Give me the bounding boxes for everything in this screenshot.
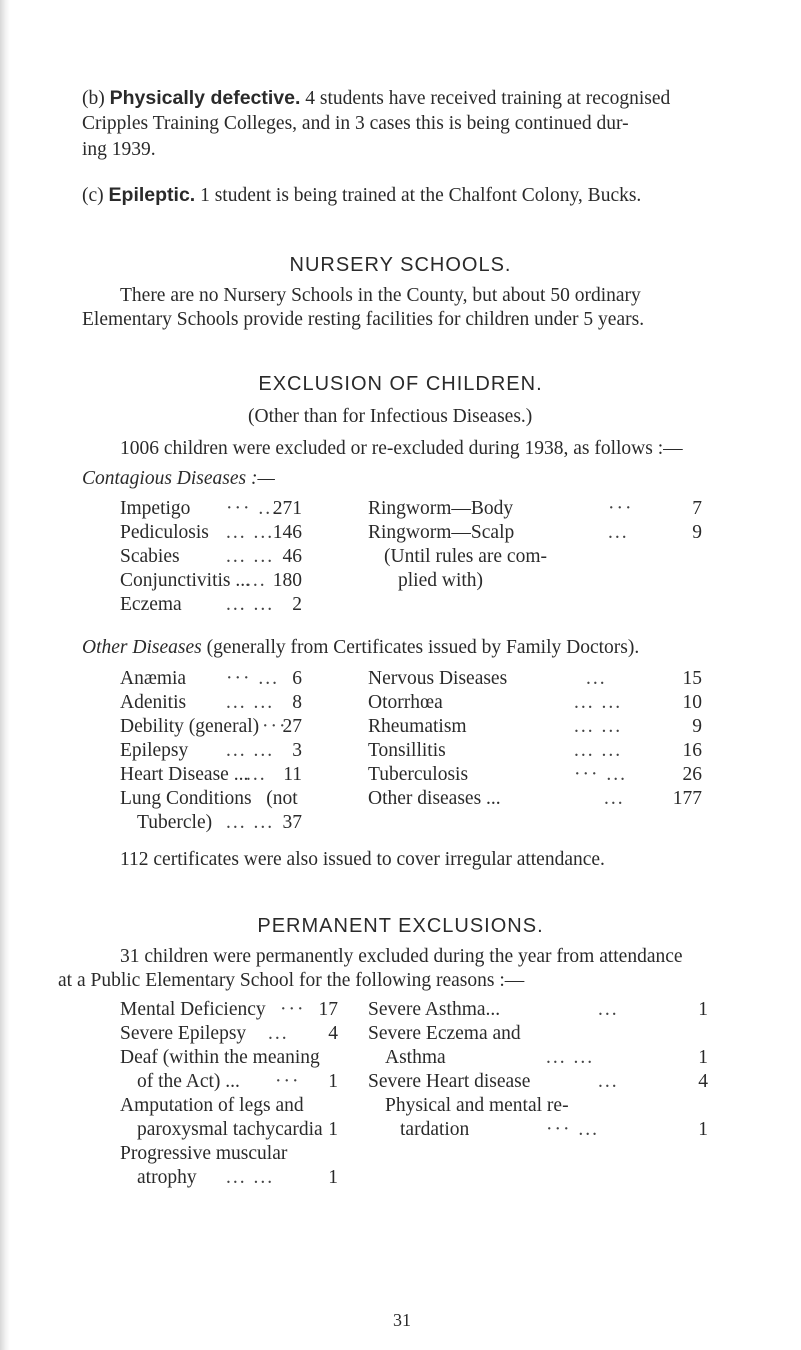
leader-dots: ... ... <box>226 1167 275 1188</box>
page-number: 31 <box>393 1310 411 1330</box>
disease-name: Tonsillitis <box>368 740 446 761</box>
reason-name-line-1: Deaf (within the meaning <box>120 1047 320 1068</box>
exclusion-subtitle: (Other than for Infectious Diseases.) <box>248 406 533 427</box>
epileptic-text: 1 student is being trained at the Chalfont Colony, Bucks. <box>200 185 642 206</box>
leader-dots: ··· <box>275 1071 301 1092</box>
disease-count: 37 <box>282 812 302 833</box>
disease-count: 7 <box>692 498 702 519</box>
disease-count: 146 <box>272 522 302 543</box>
disease-count: 15 <box>682 668 702 689</box>
reason-count: 1 <box>698 1047 708 1068</box>
leader-dots: ... ... <box>574 716 623 737</box>
permanent-exclusions-heading: PERMANENT EXCLUSIONS. <box>257 915 544 937</box>
ringworm-note-line-2: plied with) <box>398 570 484 591</box>
nursery-schools-heading: NURSERY SCHOOLS. <box>289 254 512 276</box>
item-marker-c: (c) <box>82 185 104 206</box>
reason-name-line-2: paroxysmal tachycardia <box>137 1119 323 1140</box>
disease-name: Impetigo <box>120 498 191 519</box>
reason-name-line-1: Physical and mental re- <box>385 1095 569 1116</box>
reason-count: 1 <box>328 1071 338 1092</box>
leader-dots: ... ... <box>546 1047 595 1068</box>
disease-name: Conjunctivitis ... <box>120 570 251 591</box>
disease-count: 2 <box>292 594 302 615</box>
leader-dots: ... ... <box>574 692 623 713</box>
disease-name: Heart Disease ... <box>120 764 249 785</box>
leader-dots: ... ... <box>574 740 623 761</box>
leader-dots: ... ... <box>226 546 275 567</box>
reason-count: 4 <box>698 1071 708 1092</box>
disease-name: Eczema <box>120 594 182 615</box>
reason-name-line-2: tardation <box>400 1119 470 1140</box>
disease-count: 177 <box>672 788 702 809</box>
disease-count: 9 <box>692 522 702 543</box>
leader-dots: ... <box>604 788 625 809</box>
disease-count: 6 <box>292 668 302 689</box>
disease-name: Ringworm—Scalp <box>368 522 515 543</box>
leader-dots: ... <box>246 570 267 591</box>
disease-count: 180 <box>272 570 302 591</box>
disease-count: 10 <box>682 692 702 713</box>
exclusion-heading: EXCLUSION OF CHILDREN. <box>258 373 543 395</box>
reason-name: Severe Epilepsy <box>120 1023 247 1044</box>
other-diseases-rest: (generally from Certificates issued by Family Doctors). <box>206 637 640 658</box>
leader-dots: ··· <box>608 498 634 519</box>
disease-count: 3 <box>292 740 302 761</box>
leader-dots: ... <box>268 1023 289 1044</box>
physically-defective-line-1 <box>82 86 670 111</box>
reason-count: 1 <box>698 1119 708 1140</box>
nursery-line-2: Elementary Schools provide resting facilities for children under 5 years. <box>82 309 645 330</box>
disease-name: Anæmia <box>120 668 187 689</box>
disease-count: 8 <box>292 692 302 713</box>
epileptic-heading: Epileptic. <box>108 184 196 206</box>
reason-count: 4 <box>328 1023 338 1044</box>
disease-count: 27 <box>282 716 302 737</box>
physically-defective-text: 4 students have received training at recognised <box>305 88 671 109</box>
lung-conditions-line-2: Tubercle) <box>137 812 213 833</box>
leader-dots: ··· ... <box>574 764 627 785</box>
leader-dots: ... ... <box>226 522 275 543</box>
leader-dots: ··· ... <box>546 1119 599 1140</box>
leader-dots: ··· ... <box>226 668 279 689</box>
leader-dots: ... ... <box>226 594 275 615</box>
reason-name: Severe Asthma... <box>368 999 501 1020</box>
reason-count: 1 <box>328 1119 338 1140</box>
disease-name: Nervous Diseases <box>368 668 508 689</box>
leader-dots: ... ... <box>226 692 275 713</box>
epileptic-line <box>82 183 641 208</box>
reason-count: 1 <box>698 999 708 1020</box>
reason-name-line-2: of the Act) ... <box>137 1071 240 1092</box>
reason-name-line-2: atrophy <box>137 1167 197 1188</box>
disease-count: 26 <box>682 764 702 785</box>
exclusion-intro: 1006 children were excluded or re-excluded during 1938, as follows :— <box>120 438 683 459</box>
other-diseases-label: Other Diseases <box>82 637 202 658</box>
disease-name: Epilepsy <box>120 740 189 761</box>
disease-name: Debility (general) <box>120 716 260 737</box>
disease-count: 11 <box>283 764 302 785</box>
disease-name: Adenitis <box>120 692 187 713</box>
reason-name: Mental Deficiency <box>120 999 266 1020</box>
reason-name: Severe Heart disease <box>368 1071 531 1092</box>
reason-name-line-1: Amputation of legs and <box>120 1095 304 1116</box>
disease-count: 271 <box>272 498 302 519</box>
disease-name: Pediculosis <box>120 522 209 543</box>
leader-dots: ... <box>586 668 607 689</box>
disease-name: Scabies <box>120 546 180 567</box>
reason-name-line-2: Asthma <box>385 1047 446 1068</box>
permanent-line-2: at a Public Elementary School for the following reasons :— <box>58 970 525 991</box>
leader-dots: ... <box>598 1071 619 1092</box>
leader-dots: ··· <box>280 999 306 1020</box>
ringworm-note-line-1: (Until rules are com- <box>384 546 547 567</box>
item-marker-b: (b) <box>82 88 105 109</box>
physically-defective-line-3: ing 1939. <box>82 139 156 160</box>
physically-defective-heading: Physically defective. <box>109 87 301 109</box>
certificates-note: 112 certificates were also issued to cover irregular attendance. <box>120 849 605 870</box>
disease-count: 16 <box>682 740 702 761</box>
nursery-line-1: There are no Nursery Schools in the County, but about 50 ordinary <box>120 285 641 306</box>
disease-name: Otorrhœa <box>368 692 443 713</box>
disease-count: 9 <box>692 716 702 737</box>
leader-dots: ... ... <box>226 740 275 761</box>
physically-defective-line-2: Cripples Training Colleges, and in 3 cases this is being continued dur- <box>82 113 629 134</box>
reason-count: 17 <box>318 999 338 1020</box>
disease-name: Rheumatism <box>368 716 467 737</box>
disease-name: Tuberculosis <box>368 764 469 785</box>
contagious-diseases-label: Contagious Diseases :— <box>82 468 275 489</box>
disease-name: Other diseases ... <box>368 788 501 809</box>
permanent-line-1: 31 children were permanently excluded during the year from attendance <box>120 946 683 967</box>
disease-name: Ringworm—Body <box>368 498 514 519</box>
leader-dots: ··· ... <box>226 498 279 519</box>
leader-dots: ... <box>598 999 619 1020</box>
leader-dots: ... <box>608 522 629 543</box>
leader-dots: ... ... <box>226 812 275 833</box>
reason-name-line-1: Progressive muscular <box>120 1143 288 1164</box>
leader-dots: ··· <box>262 716 288 737</box>
leader-dots: ... <box>246 764 267 785</box>
reason-count: 1 <box>328 1167 338 1188</box>
reason-name-line-1: Severe Eczema and <box>368 1023 521 1044</box>
other-diseases-line <box>82 636 639 660</box>
lung-conditions-line-1: Lung Conditions (not <box>120 788 298 809</box>
disease-count: 46 <box>282 546 302 567</box>
